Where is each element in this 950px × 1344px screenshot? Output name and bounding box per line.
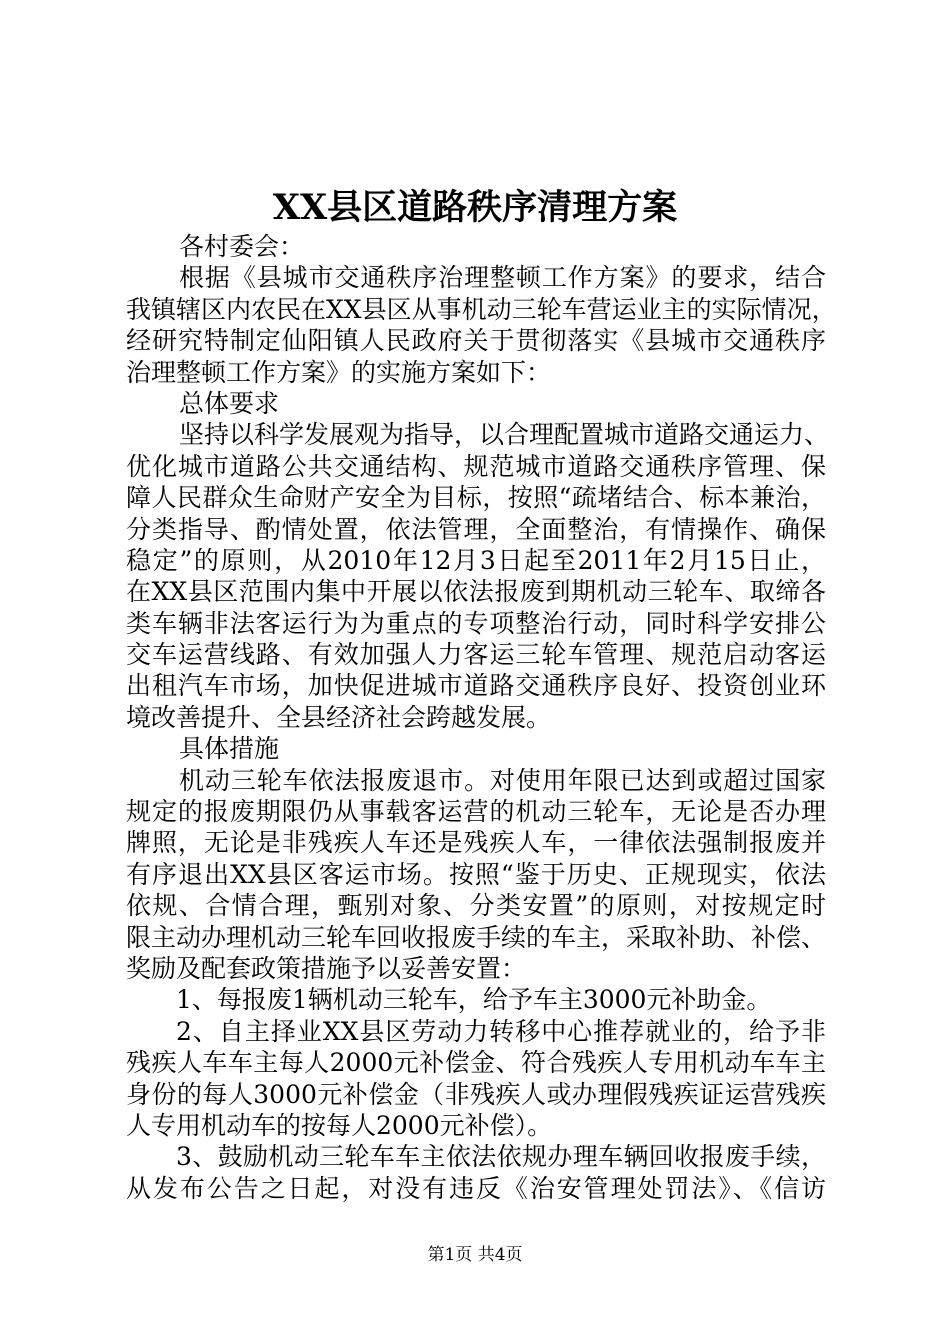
paragraph-line: 人专用机动车的按每人2000元补偿）。	[126, 1110, 553, 1140]
paragraph-line: 境改善提升、全县经济社会跨越发展。	[126, 702, 552, 732]
paragraph-line: 类车辆非法客运行为为重点的专项整治行动，同时科学安排公	[126, 608, 826, 638]
list-item-line: 1、每报废1辆机动三轮车，给予车主3000元补助金。	[176, 985, 772, 1015]
salutation-line: 各村委会：	[179, 232, 305, 261]
paragraph-line: 经研究特制定仙阳镇人民政府关于贯彻落实《县城市交通秩序	[126, 326, 826, 356]
paragraph-line: 根据《县城市交通秩序治理整顿工作方案》的要求，结合	[179, 263, 826, 293]
paragraph-line: 身份的每人3000元补偿金（非残疾人或办理假残疾证运营残疾	[126, 1079, 826, 1109]
paragraph-line: 稳定”的原则，从2010年12月3日起至2011年2月15日止，	[126, 545, 826, 575]
paragraph-line: 规定的报废期限仍从事载客运营的机动三轮车，无论是否办理	[126, 797, 826, 827]
section-heading: 总体要求	[179, 388, 280, 418]
document-body	[126, 231, 837, 1204]
paragraph-line: 坚持以科学发展观为指导，以合理配置城市道路交通运力、	[179, 420, 830, 450]
paragraph-line: 牌照，无论是非残疾人车还是残疾人车，一律依法强制报废并	[126, 828, 826, 858]
paragraph-line: 优化城市道路公共交通结构、规范城市道路交通秩序管理、保	[126, 451, 826, 481]
paragraph-line: 我镇辖区内农民在XX县区从事机动三轮车营运业主的实际情况，	[126, 294, 837, 324]
list-item-line: 2、自主择业XX县区劳动力转移中心推荐就业的，给予非	[176, 1016, 826, 1046]
paragraph-line: 治理整顿工作方案》的实施方案如下：	[126, 357, 552, 387]
document-title: XX县区道路秩序清理方案	[272, 187, 678, 228]
paragraph-line: 分类指导、酌情处置，依法管理，全面整治，有情操作、确保	[126, 514, 826, 544]
paragraph-line: 限主动办理机动三轮车回收报废手续的车主，采取补助、补偿、	[126, 922, 827, 952]
paragraph-line: 在XX县区范围内集中开展以依法报废到期机动三轮车、取缔各	[126, 577, 826, 607]
paragraph-line: 依规、合情合理，甄别对象、分类安置”的原则，对按规定时	[126, 891, 826, 921]
paragraph-line: 残疾人车车主每人2000元补偿金、符合残疾人专用机动车车主	[126, 1048, 826, 1078]
paragraph-line: 有序退出XX县区客运市场。按照“鉴于历史、正规现实，依法	[126, 859, 826, 889]
paragraph-line: 机动三轮车依法报废退市。对使用年限已达到或超过国家	[179, 765, 826, 795]
section-heading: 具体措施	[179, 734, 280, 764]
paragraph-line: 奖励及配套政策措施予以妥善安置：	[126, 953, 527, 983]
page-number-footer: 第1页 共4页	[427, 1245, 523, 1265]
paragraph-line: 障人民群众生命财产安全为目标，按照“疏堵结合、标本兼治，	[126, 483, 826, 513]
paragraph-line: 从发布公告之日起，对没有违反《治安管理处罚法》、《信访	[126, 1173, 826, 1203]
paragraph-line: 交车运营线路、有效加强人力客运三轮车管理、规范启动客运	[126, 640, 826, 670]
paragraph-line: 出租汽车市场，加快促进城市道路交通秩序良好、投资创业环	[126, 671, 826, 701]
list-item-line: 3、鼓励机动三轮车车主依法依规办理车辆回收报废手续，	[176, 1142, 826, 1172]
